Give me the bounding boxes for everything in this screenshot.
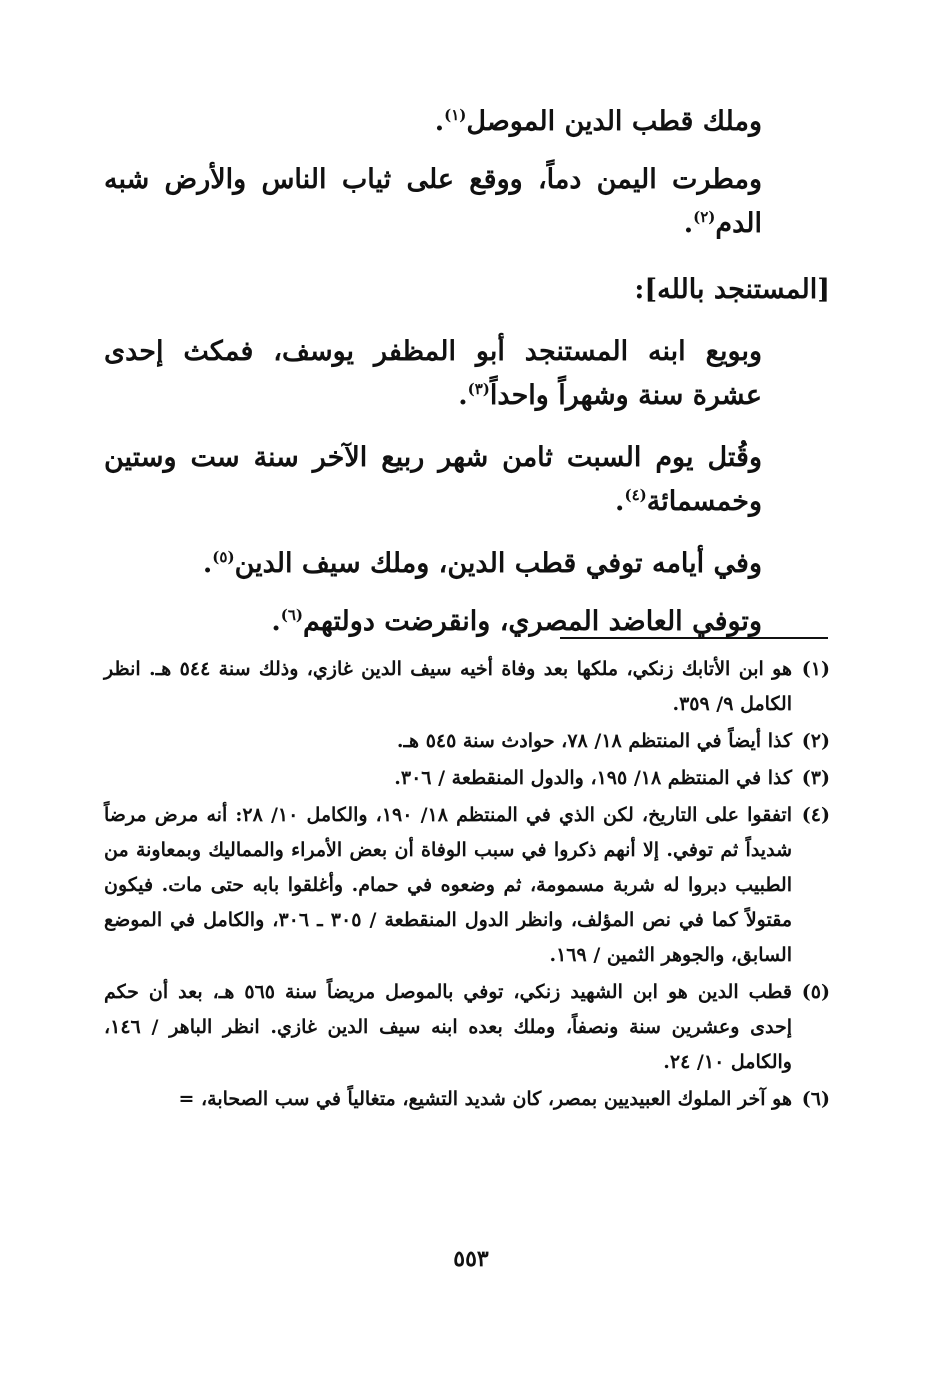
main-text [104, 100, 830, 644]
footnote-text: هو ابن الأتابك زنكي، ملكها بعد وفاة أخيه سيف الدين غازي، وذلك سنة ٥٤٤ هـ. انظر الكامل ٩/ ٣٥٩. [104, 658, 792, 715]
footnote-text: اتفقوا على التاريخ، لكن الذي في المنتظم ١٨/ ١٩٠، والكامل ١٠/ ٢٨: أنه مرض مرضاً شديداً ثم توفي. إلا أنهم ذكروا في سبب الوفاة أن بعض الأمراء والمماليك وبمعاونة من الطبيب دبروا له شربة مسمومة، ثم وضعوه في حمام. وأغلقوا بابه حتى مات. فيكون مقتولاً كما في نص المؤلف، وانظر الدول المنقطعة / ٣٠٥ ـ ٣٠٦، والكامل في الموضع السابق، والجوهر الثمين / ١٦٩. [104, 804, 793, 966]
paragraph-6-text: وتوفي العاضد المصري، وانقرضت دولتهم [303, 606, 762, 637]
footnote-number: (٥) [801, 981, 830, 1003]
footnote-text: هو آخر الملوك العبيديين بمصر، كان شديد التشيع، متغالياً في سب الصحابة، = [178, 1088, 792, 1110]
paragraph-1-text: وملك قطب الدين الموصل [466, 106, 762, 137]
paragraph-1-end: . [434, 106, 445, 137]
paragraph-6-end: . [271, 606, 281, 637]
footnote-ref-4[interactable]: (٤) [624, 486, 647, 504]
footnote-ref-2[interactable]: (٢) [693, 208, 716, 226]
footnote-number: (١) [801, 658, 830, 680]
footnote-text: كذا في المنتظم ١٨/ ١٩٥، والدول المنقطعة / ٣٠٦. [394, 767, 792, 789]
footnote-4 [104, 798, 830, 973]
footnote-3 [104, 761, 830, 796]
paragraph-1 [104, 100, 830, 144]
footnote-ref-3[interactable]: (٣) [467, 380, 490, 398]
footnote-5 [104, 975, 830, 1080]
paragraph-3-end: . [458, 380, 468, 411]
paragraph-3-text: وبويع ابنه المستنجد أبو المظفر يوسف، فمكث إحدى عشرة سنة وشهراً واحداً [104, 336, 762, 411]
footnote-ref-1[interactable]: (١) [444, 106, 467, 124]
footnote-number: (٣) [801, 767, 830, 789]
footnote-text: قطب الدين هو ابن الشهيد زنكي، توفي بالموصل مريضاً سنة ٥٦٥ هـ، بعد أن حكم إحدى وعشرين سنة ونصفاً، وملك بعده ابنه سيف الدين غازي. انظر الباهر / ١٤٦، والكامل ١٠/ ٢٤. [104, 981, 792, 1073]
paragraph-5-end: . [202, 548, 213, 579]
paragraph-2-end: . [683, 208, 694, 239]
paragraph-4-end: . [615, 486, 625, 517]
paragraph-5 [104, 542, 830, 586]
footnote-6 [104, 1082, 830, 1117]
paragraph-2 [104, 158, 830, 246]
paragraph-4-text: وقُتل يوم السبت ثامن شهر ربيع الآخر سنة ست وستين وخمسمائة [104, 442, 762, 517]
paragraph-5-text: وفي أيامه توفي قطب الدين، وملك سيف الدين [234, 548, 762, 579]
footnote-separator [560, 637, 828, 639]
footnote-1 [104, 652, 830, 722]
footnote-number: (٤) [801, 804, 830, 826]
page-number: ٥٥٣ [453, 1246, 489, 1272]
section-heading: [المستنجد بالله]: [634, 274, 830, 305]
paragraph-3 [104, 330, 830, 418]
footnotes [104, 652, 830, 1119]
footnote-number: (٦) [801, 1088, 830, 1110]
footnote-number: (٢) [801, 730, 830, 752]
paragraph-2-text: ومطرت اليمن دماً، ووقع على ثياب الناس والأرض شبه الدم [104, 164, 762, 239]
footnote-text: كذا أيضاً في المنتظم ١٨/ ٧٨، حوادث سنة ٥٤٥ هـ. [396, 730, 792, 752]
paragraph-4 [104, 436, 830, 524]
footnote-ref-5[interactable]: (٥) [212, 548, 235, 566]
footnote-2 [104, 724, 830, 759]
footnote-ref-6[interactable]: (٦) [280, 606, 303, 624]
